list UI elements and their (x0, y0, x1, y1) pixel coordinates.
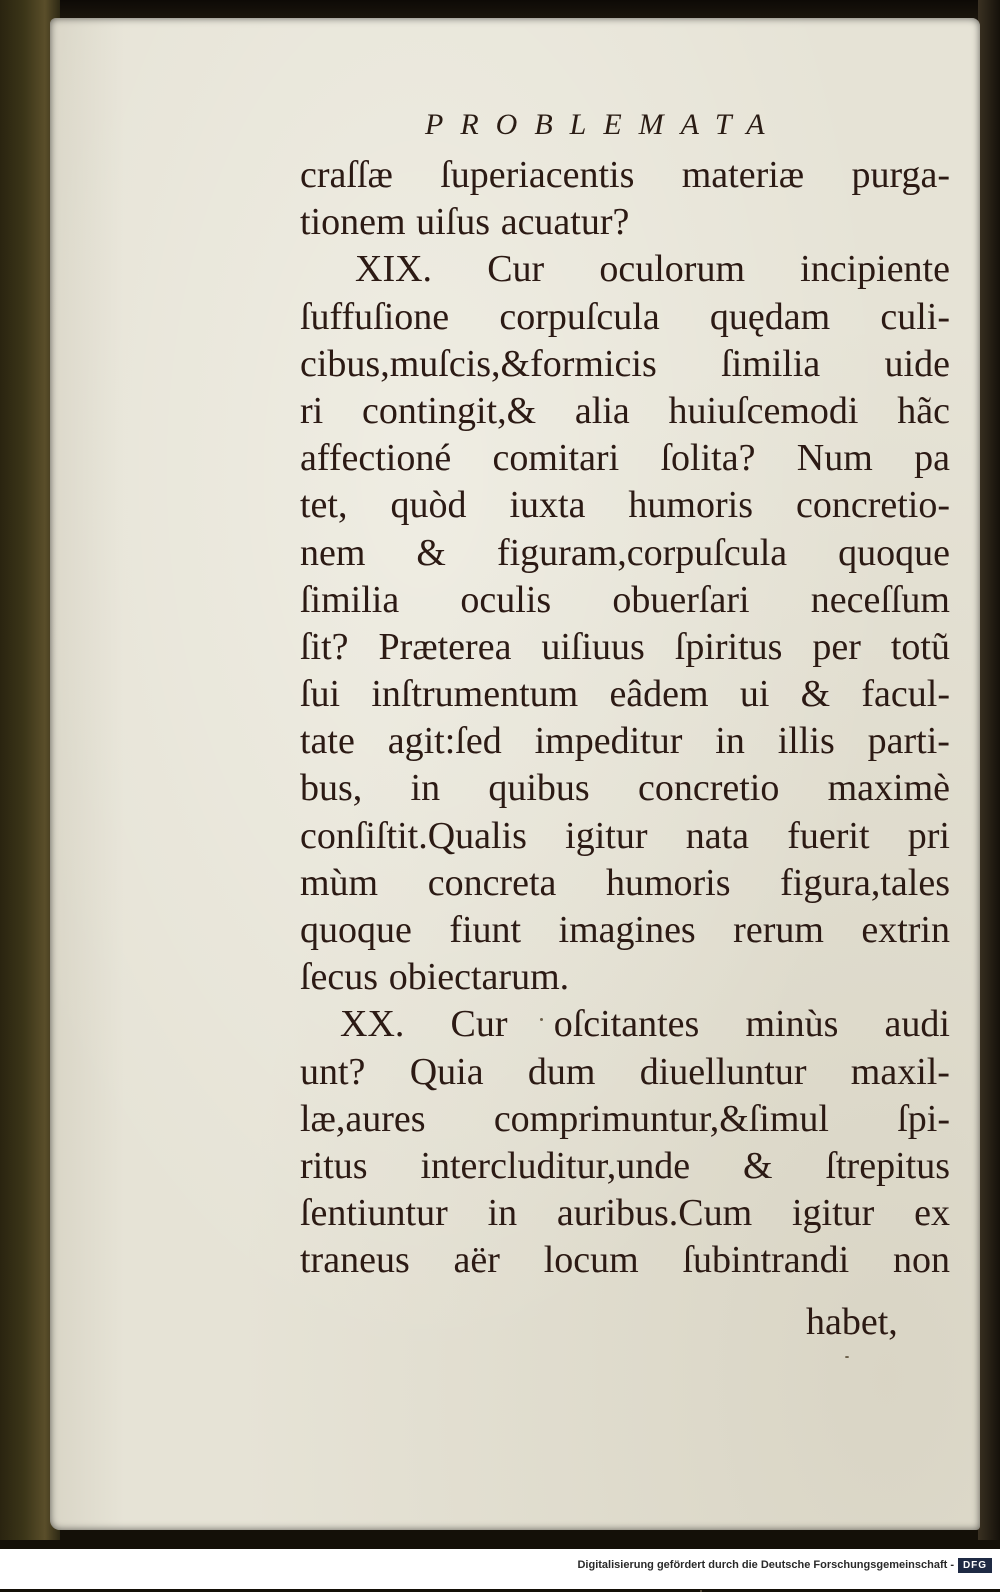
text-line (300, 1143, 950, 1190)
text-word: fiunt (449, 909, 522, 951)
text-word: Num (796, 437, 873, 480)
text-word: non (893, 1239, 950, 1282)
digitization-footer (0, 1549, 1000, 1589)
text-line (300, 765, 950, 812)
text-word: comprimuntur,&ſimul (493, 1097, 829, 1140)
text-word: pa (914, 437, 950, 480)
text-word: diuelluntur (639, 1050, 807, 1093)
text-line (300, 954, 950, 1001)
text-word: Cur (487, 248, 545, 291)
text-line (300, 482, 950, 529)
text-word: oſcitantes (553, 1003, 700, 1046)
text-word: culi- (880, 295, 950, 338)
text-word: Præterea (378, 625, 512, 668)
text-word: tet, (300, 484, 348, 527)
text-line (300, 1049, 950, 1096)
text-word: purga- (851, 154, 950, 196)
text-line (300, 246, 950, 293)
text-line (300, 718, 950, 765)
text-word: & (743, 1144, 773, 1187)
text-word: ſtrepitus (825, 1144, 950, 1187)
text-word: ſimilia (300, 578, 400, 621)
text-line (300, 199, 950, 246)
text-word: rerum (733, 909, 824, 951)
text-word: figuram,corpuſcula (496, 531, 788, 574)
text-line (300, 1237, 950, 1284)
text-word: ſuffuſione (300, 295, 450, 338)
text-word: incipiente (800, 248, 950, 291)
text-word: maximè (827, 767, 950, 810)
text-word: facul- (861, 673, 950, 716)
text-word: acuatur? (500, 201, 630, 244)
text-line (300, 813, 950, 860)
text-word: ſecus (300, 956, 379, 999)
paper-speck (845, 1356, 849, 1358)
text-word: læ,aures (300, 1097, 426, 1140)
text-line (300, 530, 950, 577)
text-word: inſtrumentum (371, 673, 579, 716)
text-line (300, 1096, 950, 1143)
text-word: XIX. (355, 248, 433, 291)
text-word: impeditur (534, 720, 683, 763)
text-word: craſſæ (300, 154, 393, 196)
text-word: locum (543, 1239, 639, 1282)
text-line (300, 1001, 950, 1048)
text-word: traneus (300, 1239, 410, 1282)
text-word: Quia (409, 1050, 484, 1093)
text-word: & (800, 673, 831, 716)
text-word: contingit,& (361, 389, 537, 432)
text-line (300, 152, 950, 199)
text-line (300, 435, 950, 482)
text-word: eâdem (609, 673, 709, 716)
text-word: auribus.Cum (556, 1192, 753, 1235)
text-word: in (410, 767, 441, 810)
dfg-logo-icon: DFG (958, 1558, 992, 1573)
text-word: XX. (340, 1003, 405, 1046)
text-word: imagines (558, 909, 696, 951)
text-word: concretio- (795, 484, 950, 527)
text-word: ſuperiacentis (440, 154, 635, 196)
text-block (300, 152, 950, 1285)
text-word: quoque (838, 531, 950, 574)
footer-credit: Digitalisierung gefördert durch die Deutsche Forschungsgemeinschaft - (577, 1559, 954, 1571)
text-word: tionem (300, 201, 406, 244)
text-word: quòd (390, 484, 467, 527)
text-word: corpuſcula (499, 295, 660, 338)
text-word: uiſiuus (541, 625, 645, 668)
text-word: fuerit (787, 814, 870, 857)
text-word: minùs (745, 1003, 839, 1046)
text-word: conſiſtit.Qualis (300, 814, 527, 857)
text-word: uide (884, 342, 950, 385)
text-word: ex (914, 1192, 950, 1235)
text-word: humoris (605, 861, 731, 904)
text-word: ui (739, 673, 770, 716)
text-word: obiectarum. (388, 956, 570, 999)
text-line (300, 624, 950, 671)
text-word: quibus (488, 767, 590, 810)
text-line (300, 294, 950, 341)
text-word: cibus,muſcis,&formicis (300, 342, 657, 385)
text-word: unt? (300, 1050, 366, 1093)
text-word: extrin (861, 909, 950, 951)
text-word: materiæ (681, 154, 805, 196)
text-word: agit:ſed (387, 720, 502, 763)
text-word: ſubintrandi (682, 1239, 850, 1282)
text-line (300, 577, 950, 624)
text-word: oculorum (599, 248, 745, 291)
text-word: parti- (867, 720, 950, 763)
text-word: figura,tales (780, 861, 950, 904)
text-word: totũ (890, 625, 950, 668)
text-word: igitur (792, 1192, 875, 1235)
text-word: ſit? (300, 625, 349, 668)
text-word: concretio (637, 767, 780, 810)
text-word: iuxta (509, 484, 586, 527)
text-word: intercluditur,unde (420, 1144, 691, 1187)
text-word: ſui (300, 673, 341, 716)
text-line (300, 1190, 950, 1237)
text-word: aër (453, 1239, 500, 1282)
text-word: hãc (897, 389, 950, 432)
text-word: & (416, 531, 446, 574)
text-word: nem (300, 531, 366, 574)
text-word: humoris (628, 484, 753, 527)
catchword: habet, (806, 1301, 898, 1343)
text-word: ri (300, 389, 324, 432)
text-word: oculis (460, 578, 552, 621)
text-word: alia (574, 389, 630, 432)
text-word: ſolita? (660, 437, 756, 480)
text-word: per (812, 625, 861, 668)
text-word: dum (527, 1050, 596, 1093)
text-word: tate (300, 720, 355, 763)
text-word: huiuſcemodi (668, 389, 859, 432)
text-word: Cur (450, 1003, 508, 1046)
text-word: concreta (427, 861, 557, 904)
text-word: maxil- (850, 1050, 950, 1093)
text-word: uiſus (416, 201, 491, 244)
text-word: mùm (300, 861, 379, 904)
text-word: ritus (300, 1144, 368, 1187)
text-word: ſimilia (721, 342, 821, 385)
text-word: in (487, 1192, 518, 1235)
text-word: quoque (300, 909, 412, 951)
text-word: affectioné (300, 437, 452, 480)
text-line (300, 341, 950, 388)
text-word: in (715, 720, 745, 763)
text-word: neceſſum (810, 578, 950, 621)
text-word: ſpiritus (674, 625, 783, 668)
text-word: nata (685, 814, 749, 857)
text-word: igitur (565, 814, 648, 857)
text-word: illis (777, 720, 835, 763)
scan-right-edge (978, 0, 1000, 1540)
text-word: ſpi- (897, 1097, 950, 1140)
running-head: PROBLEMATA (425, 108, 782, 141)
text-line (300, 388, 950, 435)
text-word: audi (884, 1003, 950, 1046)
text-word: pri (907, 814, 950, 857)
text-line (300, 860, 950, 907)
text-word: quędam (709, 295, 831, 338)
text-word: obuerſari (612, 578, 750, 621)
text-word: comitari (492, 437, 620, 480)
text-word: bus, (300, 767, 363, 810)
text-line (300, 671, 950, 718)
text-line (300, 907, 950, 954)
text-word: ſentiuntur (300, 1192, 448, 1235)
